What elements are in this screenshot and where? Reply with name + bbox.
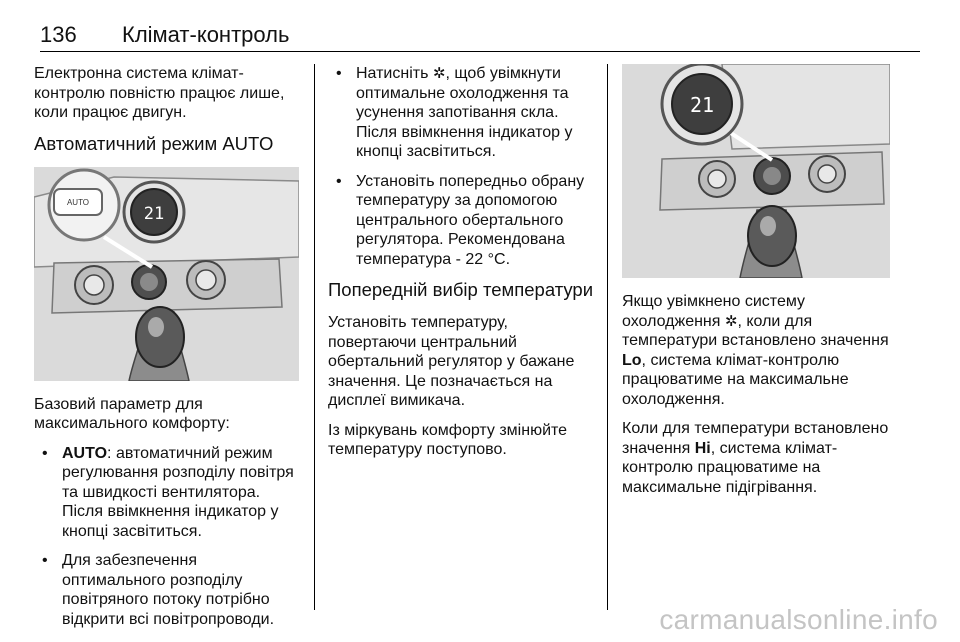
climate-control-illustration [34, 167, 299, 381]
temperature-display-value: 21 [689, 93, 715, 117]
column-divider-2 [607, 64, 608, 610]
lo-paragraph [622, 292, 890, 409]
lo-text-a: Якщо увімкнено систему охолодження [622, 293, 806, 330]
bullet-text-pre: Натисніть [356, 65, 433, 82]
page-header [40, 22, 920, 52]
cooling-bullets [328, 64, 596, 269]
figure-caption: Базовий параметр для максимального комфорту: [34, 395, 230, 432]
cooling-sun-icon: ✲ [432, 65, 446, 82]
list-item [328, 172, 596, 270]
hi-paragraph [622, 419, 890, 497]
intro-paragraph: Електронна система клімат-контролю повністю працює лише, коли працює двигун. [34, 65, 285, 121]
dashboard-drawing [34, 167, 299, 381]
temperature-knob-illustration [622, 64, 890, 278]
hi-text-a: Коли для температури встановлено значення [622, 420, 889, 457]
lo-text-c: , система клімат-контролю працюватиме на максимальне охолодження. [622, 351, 849, 408]
bullet-text: Установіть попередньо обрану температуру за допомогою центрального обертального регулятора. Рекомендована температура - 22 °C. [356, 172, 585, 268]
bullet-icon: • [336, 172, 342, 190]
column-3 [622, 64, 890, 507]
hi-keyword: Hi [694, 439, 711, 457]
hi-text-b: , система клімат-контролю працюватиме на максимальне підігрівання. [622, 439, 838, 496]
auto-button-label: AUTO [66, 197, 90, 207]
auto-keyword: AUTO [62, 444, 108, 462]
lo-text-b: , коли для температури встановлено значення [622, 312, 889, 349]
column-divider-1 [314, 64, 315, 610]
auto-bullets [34, 444, 302, 630]
bullet-text: : автоматичний режим регулювання розподілу повітря та швидкості вентилятора. Після ввімкнення індикатор у кнопці засвітиться. [62, 444, 294, 540]
chapter-title: Клімат-контроль [122, 22, 290, 47]
list-item [34, 551, 302, 629]
column-2 [328, 64, 596, 470]
bullet-icon: • [42, 552, 48, 569]
temperature-preset-heading: Попередній вибір температури [328, 279, 594, 300]
list-item [328, 64, 596, 162]
temperature-display-value: 21 [143, 203, 165, 224]
temperature-paragraph-1: Установіть температуру, повертаючи центральний обертальний регулятор у бажане значення. Це позначається на дисплеї вимикача. [328, 314, 575, 409]
lo-keyword: Lo [622, 351, 642, 369]
list-item [34, 444, 302, 542]
watermark: carmanualsonline.info [659, 604, 938, 635]
knob-drawing [622, 64, 890, 278]
bullet-text-post: , щоб увімкнути оптимальне охолодження та усунення запотівання скла. Після ввімкнення індикатор у кнопці засвітиться. [356, 65, 573, 160]
bullet-icon: • [42, 444, 48, 462]
bullet-icon: • [336, 65, 342, 82]
page-number: 136 [40, 22, 77, 47]
column-1 [34, 64, 302, 639]
cooling-sun-icon: ✲ [724, 312, 738, 330]
bullet-text: Для забезпечення оптимального розподілу повітряного потоку потрібно відкрити всі повітропроводи. [62, 552, 275, 628]
header-divider [40, 51, 920, 52]
temperature-paragraph-2: Із міркувань комфорту змінюйте температуру поступово. [328, 421, 568, 458]
auto-mode-heading: Автоматичний режим AUTO [34, 132, 274, 154]
